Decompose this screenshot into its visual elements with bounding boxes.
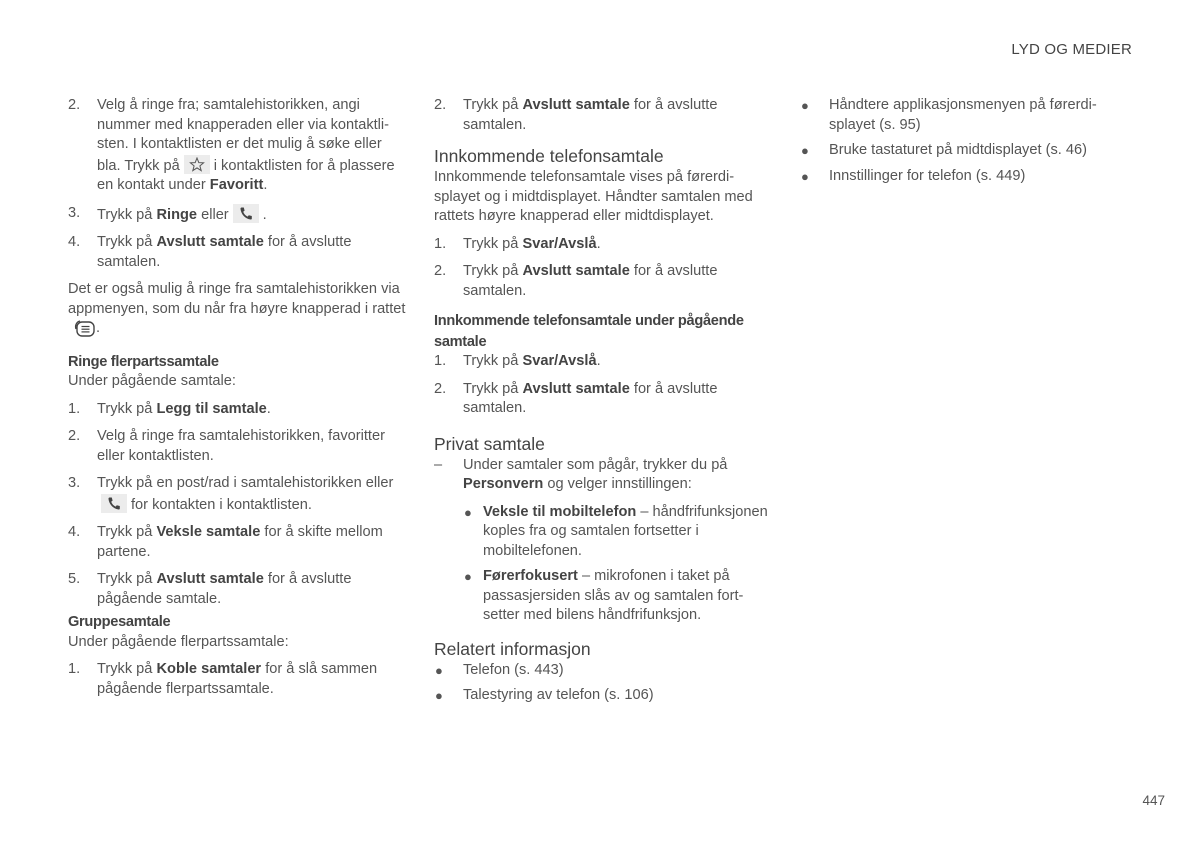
column-right — [800, 96, 1130, 194]
heading-incoming: Innkommende telefonsamtale — [434, 146, 664, 166]
dash-item: – Under samtaler som pågår, trykker du på Personvern og velger innstillingen: — [434, 456, 728, 492]
paragraph: Det er også mulig å ringe fra samtalehistorikken via appmenyen, som du når fra høyre knapperad i rattet. — [68, 280, 408, 345]
step-item: 1. Trykk på Legg til samtale. — [68, 400, 271, 417]
column-middle: 2. Trykk på Avslutt samtale for å avslutte samtalen. Innkommende telefonsamtale Innkommende telefonsamtale vises på førerdisplayet og i midtdisplayet. Håndter samtalen med rattets høyre knapperad eller midtdisplayet. 1. Trykk på Svar/Avslå. 2. Trykk på Avslutt samtale for å avslutte samtalen. Innkommende telefonsamtale under pågående samtale 1. Trykk på Svar/Avslå. 2. Trykk på Avslutt samtale for å avslutte samtalen. Privat samtale – Under samtaler som pågår, trykker du på Personvern og velger innstillingen: ● Veksle til mobiltelefon – håndfrifunksjonen koples fra og samtalen fortsetter i mobiltelefonen. ● Førerfokusert – mikrofonen i taket på passasjersiden slås av og samtalen fortsetter med bilens håndfrifunksjon. Relatert informasjon ● Telefon (s. 443) ● Talestyring av telefon (s. 106) — [434, 96, 774, 714]
step-item: 3. Trykk på Ringe eller . — [68, 204, 267, 223]
related-link-item[interactable]: ● Bruke tastaturet på midtdisplayet (s. 46) — [801, 142, 1087, 158]
step-item: 1. Trykk på Svar/Avslå. — [434, 235, 601, 252]
section-header: LYD OG MEDIER — [1011, 41, 1132, 58]
step-item: 5. Trykk på Avslutt samtale for å avslutte pågående samtale. — [68, 571, 352, 607]
related-link-item[interactable]: ● Talestyring av telefon (s. 106) — [435, 687, 654, 703]
phone-icon — [233, 204, 259, 223]
list-item: ● Førerfokusert – mikrofonen i taket på passasjersiden slås av og samtalen fortsetter med bilens håndfrifunksjon. — [464, 568, 744, 623]
step-item: 2. Velg å ringe fra; samtalehistorikken, angi nummer med knapperaden eller via kontaktlisten. I kontaktlisten er det mulig å søke eller bla. Trykk på i kontaktlisten for å plassere en kontakt under Favoritt. — [68, 97, 395, 193]
favoritt-term: Favoritt — [209, 177, 264, 193]
step-item: 1. Trykk på Svar/Avslå. — [434, 353, 601, 369]
step-item: 1. Trykk på Koble samtaler for å slå sammen pågående flerpartssamtale. — [68, 661, 378, 697]
related-link-item[interactable]: ● Telefon (s. 443) — [435, 661, 564, 678]
star-icon — [184, 155, 210, 174]
step-item: 2. Velg å ringe fra samtalehistorikken, favoritter eller kontaktlisten. — [68, 428, 385, 464]
step-item: 2. Trykk på Avslutt samtale for å avslutte samtalen. — [434, 263, 718, 299]
phone-icon — [101, 494, 127, 513]
app-menu-icon — [74, 319, 96, 345]
step-item: 2. Trykk på Avslutt samtale for å avslutte samtalen. — [434, 380, 718, 416]
heading-related: Relatert informasjon — [434, 638, 591, 659]
step-item: 2. Trykk på Avslutt samtale for å avslutte samtalen. — [434, 97, 718, 133]
step-item: 4. Trykk på Avslutt samtale for å avslutte samtalen. — [68, 234, 352, 270]
list-item: ● Veksle til mobiltelefon – håndfrifunksjonen koples fra og samtalen fortsetter i mobiltelefonen. — [464, 503, 768, 559]
private-options — [464, 503, 774, 626]
subheading-group: Gruppesamtale — [68, 614, 171, 630]
step-item: 4. Trykk på Veksle samtale for å skifte mellom partene. — [68, 524, 383, 560]
subheading-incoming-during: Innkommende telefonsamtale under pågående samtale — [434, 313, 744, 350]
related-link-item[interactable]: ● Håndtere applikasjonsmenyen på førerdisplayet (s. 95) — [801, 97, 1097, 133]
page-number: 447 — [1142, 793, 1165, 808]
step-item: 3. Trykk på en post/rad i samtalehistorikken eller for kontakten i kontaktlisten. — [68, 475, 394, 513]
related-link-item[interactable]: ● Innstillinger for telefon (s. 449) — [801, 167, 1026, 184]
heading-private: Privat samtale — [434, 433, 545, 454]
column-left: 2. Velg å ringe fra; samtalehistorikken, angi nummer med knapperaden eller via kontaktlisten. I kontaktlisten er det mulig å søke eller bla. Trykk på i kontaktlisten for å plassere en kontakt under Favoritt. 3. Trykk på Ringe eller . 4. Trykk på Avslutt samtale for å avslutte samtalen. Det er også mulig å ringe fra samtalehistorikken via appmenyen, som du når fra høyre knapperad i rattet. Ringe flerpartssamtale Under pågående samtale: 1. Trykk på Legg til samtale. 2. Velg å ringe fra samtalehistorikken, favoritter eller kontaktlisten. 3. Trykk på en post/rad i samtalehistorikken eller for kontakten i kontaktlisten. 4. Trykk på Veksle samtale for å skifte mellom partene. 5. Trykk på Avslutt samtale for å avslutte pågående samtale. Gruppesamtale Under pågående flerpartssamtale: 1. Trykk på Koble samtaler for å slå sammen pågående flerpartssamtale. — [68, 96, 408, 707]
subheading-multi: Ringe flerpartssamtale — [68, 353, 219, 370]
